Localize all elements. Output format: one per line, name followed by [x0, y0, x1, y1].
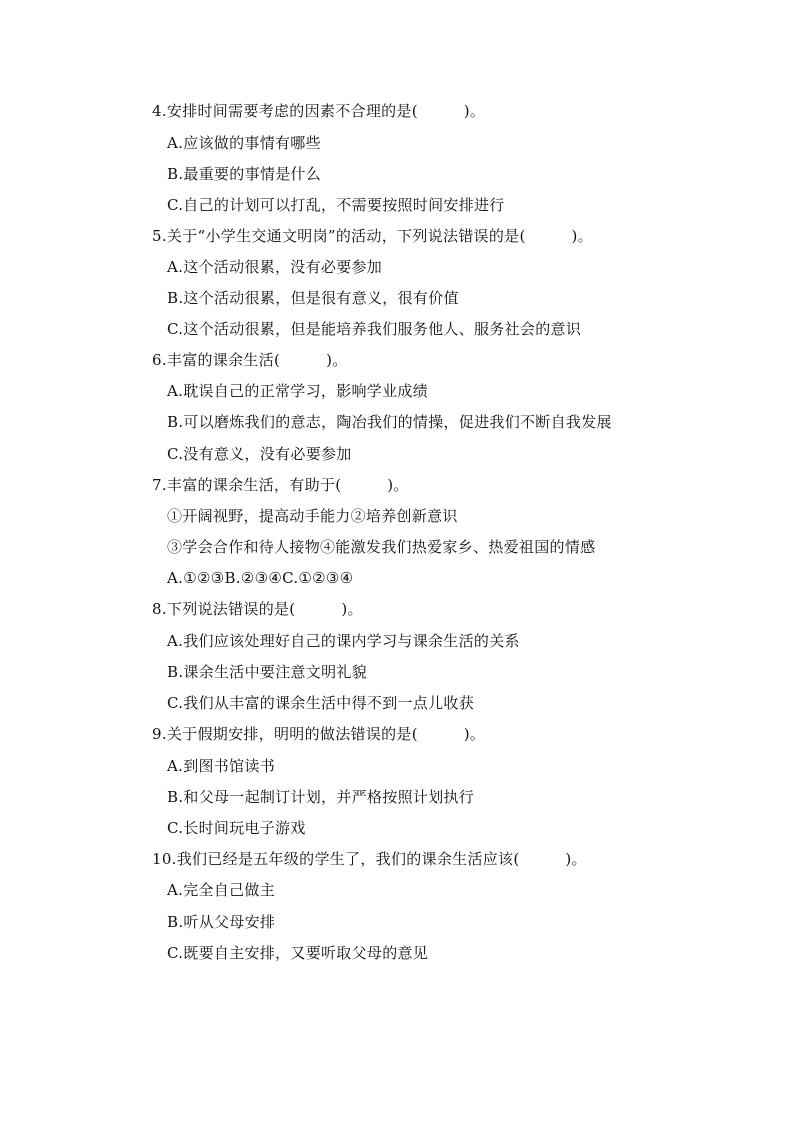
- question-10-option-a: A.完全自己做主: [167, 881, 276, 899]
- question-9-option-c: C.长时间玩电子游戏: [167, 819, 306, 837]
- question-10-stem: 10.我们已经是五年级的学生了，我们的课余生活应该( )。: [152, 850, 587, 868]
- question-4-option-c: C.自己的计划可以打乱，不需要按照时间安排进行: [167, 196, 505, 214]
- question-8-option-b: B.课余生活中要注意文明礼貌: [167, 663, 367, 681]
- question-6-option-a: A.耽误自己的正常学习，影响学业成绩: [167, 382, 429, 400]
- question-6-option-b: B.可以磨炼我们的意志，陶冶我们的情操，促进我们不断自我发展: [167, 413, 612, 431]
- question-7-statements-3-4: ③学会合作和待人接物④能激发我们热爱家乡、热爱祖国的情感: [167, 538, 596, 556]
- question-6-stem: 6.丰富的课余生活( )。: [152, 351, 348, 369]
- question-10-option-c: C.既要自主安排，又要听取父母的意见: [167, 944, 429, 962]
- question-9-option-a: A.到图书馆读书: [167, 757, 276, 775]
- question-7-statements-1-2: ①开阔视野，提高动手能力②培养创新意识: [167, 507, 458, 525]
- question-5-option-a: A.这个活动很累，没有必要参加: [167, 258, 383, 276]
- question-9-stem: 9.关于假期安排，明明的做法错误的是( )。: [152, 725, 486, 743]
- question-5-stem: 5.关于“小学生交通文明岗”的活动，下列说法错误的是( )。: [152, 227, 593, 245]
- question-4-option-a: A.应该做的事情有哪些: [167, 134, 321, 152]
- question-7-choices: A.①②③B.②③④C.①②③④: [167, 569, 354, 587]
- question-7-stem: 7.丰富的课余生活，有助于( )。: [152, 476, 409, 494]
- question-10-option-b: B.听从父母安排: [167, 913, 276, 931]
- question-5-option-b: B.这个活动很累，但是很有意义，很有价值: [167, 289, 459, 307]
- question-6-option-c: C.没有意义，没有必要参加: [167, 445, 352, 463]
- question-9-option-b: B.和父母一起制订计划，并严格按照计划执行: [167, 788, 475, 806]
- question-8-stem: 8.下列说法错误的是( )。: [152, 600, 363, 618]
- question-8-option-a: A.我们应该处理好自己的课内学习与课余生活的关系: [167, 632, 520, 650]
- question-4-option-b: B.最重要的事情是什么: [167, 165, 322, 183]
- question-5-option-c: C.这个活动很累，但是能培养我们服务他人、服务社会的意识: [167, 320, 582, 338]
- question-8-option-c: C.我们从丰富的课余生活中得不到一点儿收获: [167, 694, 475, 712]
- question-4-stem: 4.安排时间需要考虑的因素不合理的是( )。: [152, 102, 486, 120]
